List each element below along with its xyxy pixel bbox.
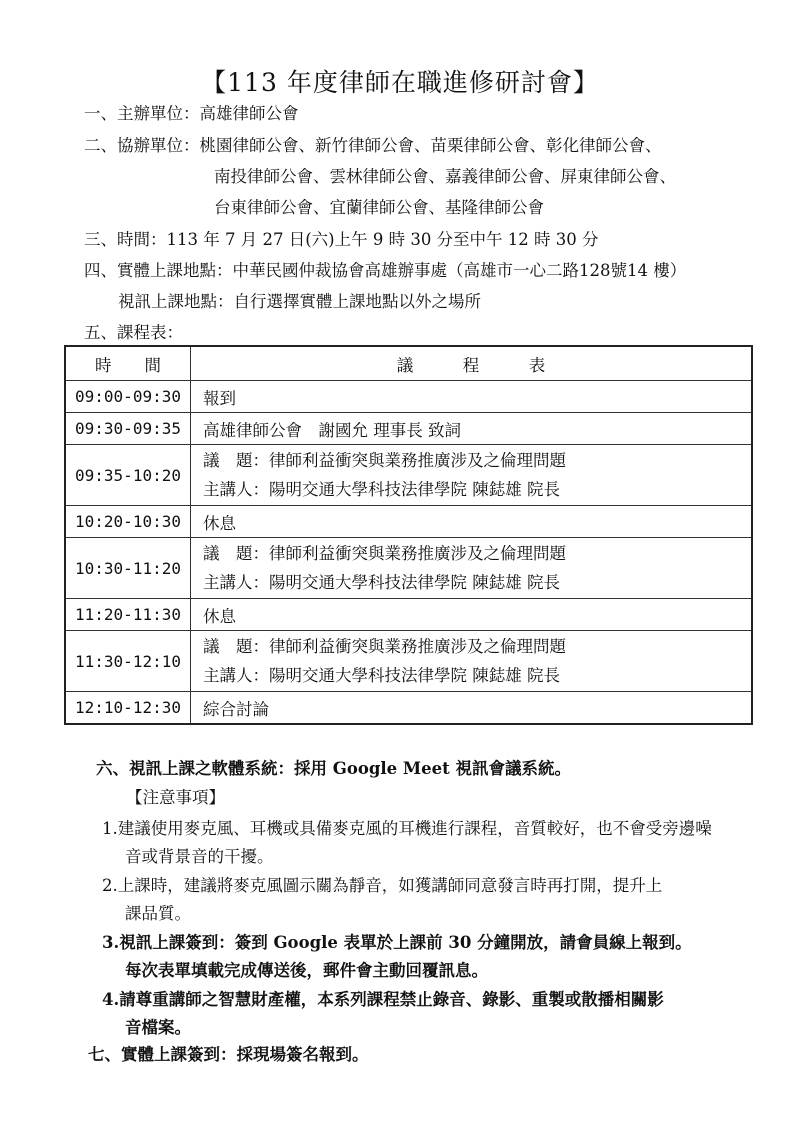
header-time: 時 間 bbox=[65, 346, 191, 381]
co-organizer-label: 二、協辦單位： bbox=[84, 136, 200, 155]
row-agenda: 報到 bbox=[191, 381, 753, 413]
note-2-line-2: 課品質。 bbox=[125, 904, 191, 923]
row-time: 09:30-09:35 bbox=[65, 413, 191, 445]
co-organizer-line-2: 南投律師公會、雲林律師公會、嘉義律師公會、屏東律師公會、 bbox=[214, 167, 676, 186]
row-agenda bbox=[191, 538, 753, 599]
co-organizer-line-1 bbox=[84, 135, 662, 157]
row-speaker: 主講人：陽明交通大學科技法律學院 陳鋕雄 院長 bbox=[203, 666, 560, 685]
row-topic: 議 題：律師利益衝突與業務推廣涉及之倫理問題 bbox=[203, 451, 566, 470]
onsite-checkin-line: 七、實體上課簽到：採現場簽名報到。 bbox=[88, 1045, 369, 1064]
venue-line: 四、實體上課地點：中華民國仲裁協會高雄辦事處（高雄市一心二路128號14 樓） bbox=[84, 261, 687, 280]
table-header-row bbox=[65, 346, 752, 381]
note-4-line-1: 4.請尊重講師之智慧財產權，本系列課程禁止錄音、錄影、重製或散播相關影 bbox=[102, 990, 664, 1009]
table-row bbox=[65, 631, 752, 692]
row-agenda: 高雄律師公會 謝國允 理事長 致詞 bbox=[191, 413, 753, 445]
row-agenda: 綜合討論 bbox=[191, 692, 753, 725]
row-agenda: 休息 bbox=[191, 599, 753, 631]
online-system-line: 六、視訊上課之軟體系統：採用 Google Meet 視訊會議系統。 bbox=[96, 759, 572, 778]
note-2-line-1: 2.上課時，建議將麥克風圖示關為靜音，如獲講師同意發言時再打開，提升上 bbox=[102, 876, 663, 895]
row-time: 12:10-12:30 bbox=[65, 692, 191, 725]
note-1-line-1: 1.建議使用麥克風、耳機或具備麥克風的耳機進行課程，音質較好，也不會受旁邊噪 bbox=[102, 819, 712, 838]
row-time: 10:30-11:20 bbox=[65, 538, 191, 599]
notes-heading: 【注意事項】 bbox=[126, 788, 225, 807]
row-time: 11:30-12:10 bbox=[65, 631, 191, 692]
note-1-line-2: 音或背景音的干擾。 bbox=[125, 847, 274, 866]
row-speaker: 主講人：陽明交通大學科技法律學院 陳鋕雄 院長 bbox=[203, 573, 560, 592]
co-organizer-text: 桃園律師公會、新竹律師公會、苗栗律師公會、彰化律師公會、 bbox=[199, 136, 662, 155]
note-3-line-2: 每次表單填載完成傳送後，郵件會主動回覆訊息。 bbox=[125, 961, 488, 980]
co-organizer-line-3: 台東律師公會、宜蘭律師公會、基隆律師公會 bbox=[214, 198, 544, 217]
row-time: 11:20-11:30 bbox=[65, 599, 191, 631]
table-row bbox=[65, 413, 752, 445]
document-title: 【113 年度律師在職進修研討會】 bbox=[201, 68, 599, 97]
online-venue-line: 視訊上課地點：自行選擇實體上課地點以外之場所 bbox=[118, 292, 481, 311]
row-speaker: 主講人：陽明交通大學科技法律學院 陳鋕雄 院長 bbox=[203, 480, 560, 499]
row-agenda bbox=[191, 631, 753, 692]
organizer-value: 高雄律師公會 bbox=[199, 104, 299, 123]
row-agenda bbox=[191, 445, 753, 506]
note-4-line-2: 音檔案。 bbox=[125, 1018, 191, 1037]
organizer-line bbox=[84, 103, 299, 125]
table-row bbox=[65, 381, 752, 413]
table-row bbox=[65, 506, 752, 538]
row-topic: 議 題：律師利益衝突與業務推廣涉及之倫理問題 bbox=[203, 637, 566, 656]
row-time: 09:00-09:30 bbox=[65, 381, 191, 413]
row-time: 09:35-10:20 bbox=[65, 445, 191, 506]
schedule-table bbox=[64, 345, 753, 725]
header-agenda: 議 程 表 bbox=[191, 346, 753, 381]
note-3-line-1: 3.視訊上課簽到：簽到 Google 表單於上課前 30 分鐘開放，請會員線上報到。 bbox=[102, 933, 692, 952]
table-row bbox=[65, 692, 752, 725]
table-row bbox=[65, 599, 752, 631]
time-line: 三、時間：113 年 7 月 27 日(六)上午 9 時 30 分至中午 12 時 30 分 bbox=[84, 230, 599, 249]
schedule-heading: 五、課程表： bbox=[84, 323, 183, 342]
row-time: 10:20-10:30 bbox=[65, 506, 191, 538]
organizer-label: 一、主辦單位： bbox=[84, 104, 200, 123]
table-row bbox=[65, 445, 752, 506]
table-row bbox=[65, 538, 752, 599]
row-agenda: 休息 bbox=[191, 506, 753, 538]
row-topic: 議 題：律師利益衝突與業務推廣涉及之倫理問題 bbox=[203, 544, 566, 563]
